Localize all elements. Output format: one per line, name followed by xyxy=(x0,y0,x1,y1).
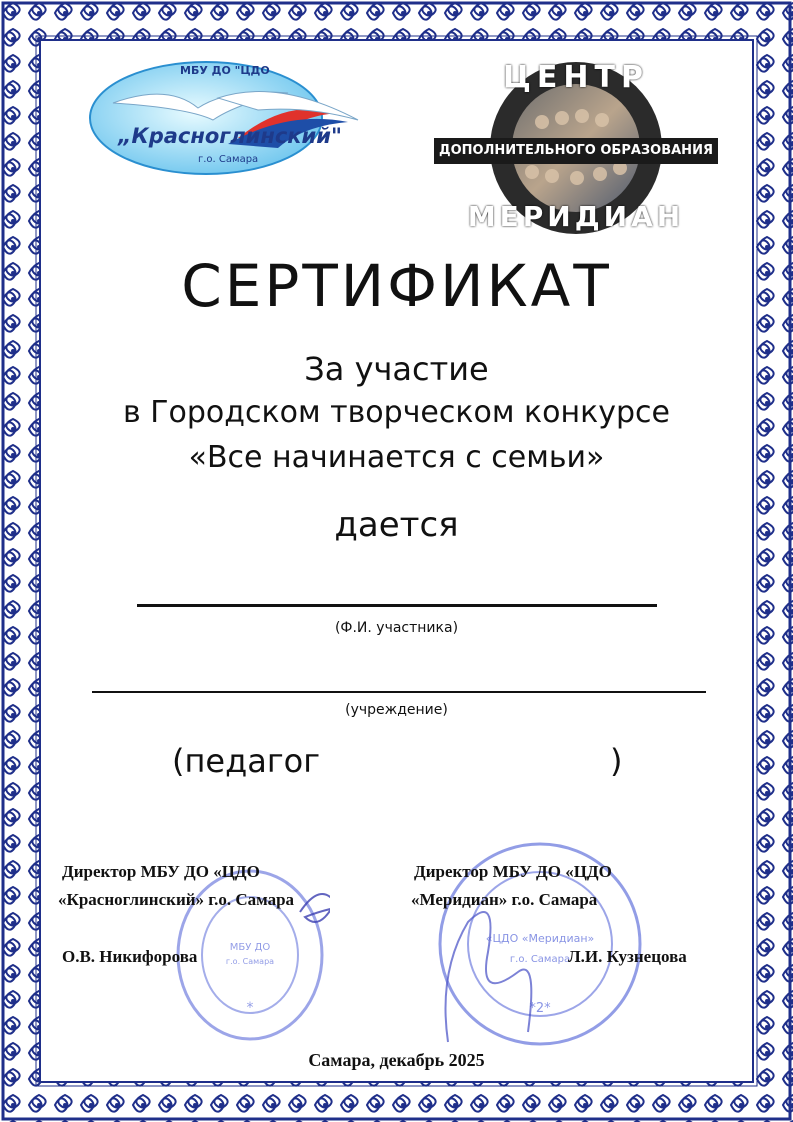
place-date: Самара, декабрь 2025 xyxy=(308,1050,485,1070)
logo-city: г.о. Самара xyxy=(198,154,259,165)
right-director-title: Директор МБУ ДО «ЦДО xyxy=(414,862,612,881)
left-director-title: Директор МБУ ДО «ЦДО xyxy=(62,862,260,881)
logo-org-top: МБУ ДО "ЦДО xyxy=(180,64,270,77)
svg-text:*: * xyxy=(246,1000,254,1016)
contest-name: «Все начинается с семьи» xyxy=(188,440,605,475)
logo-banner: ДОПОЛНИТЕЛЬНОГО ОБРАЗОВАНИЯ xyxy=(439,143,713,158)
svg-text:*2*: *2* xyxy=(529,1001,551,1016)
left-director-name: О.В. Никифорова xyxy=(62,947,198,966)
certificate-title: СЕРТИФИКАТ xyxy=(181,252,612,320)
logo-krasnoglinsky xyxy=(88,58,378,178)
left-director-org: «Красноглинский» г.о. Самара xyxy=(58,890,295,909)
right-director-name: Л.И. Кузнецова xyxy=(568,947,687,966)
fio-label: (Ф.И. участника) xyxy=(334,620,459,636)
right-director-org: «Меридиан» г.о. Самара xyxy=(411,890,598,909)
svg-text:МБУ ДО: МБУ ДО xyxy=(229,942,271,953)
fio-underline xyxy=(137,604,657,607)
institution-label: (учреждение) xyxy=(345,702,448,718)
participation-line: За участие xyxy=(304,350,489,388)
svg-text:г.о. Самара: г.о. Самара xyxy=(225,957,275,966)
svg-text:г.о. Самара: г.о. Самара xyxy=(509,954,571,965)
logo-bottom-text: МЕРИДИАН xyxy=(467,200,685,233)
logo-top-text: ЦЕНТР xyxy=(503,60,649,95)
logo-meridian xyxy=(432,52,720,242)
logo-name: „Красноглинский" xyxy=(118,124,342,148)
teacher-close: ) xyxy=(610,742,623,780)
svg-text:«ЦДО «Меридиан»: «ЦДО «Меридиан» xyxy=(485,932,595,945)
institution-underline xyxy=(92,691,706,693)
given-to: дается xyxy=(334,505,459,545)
contest-line: в Городском творческом конкурсе xyxy=(123,395,670,430)
teacher-open: (педагог xyxy=(172,742,321,780)
